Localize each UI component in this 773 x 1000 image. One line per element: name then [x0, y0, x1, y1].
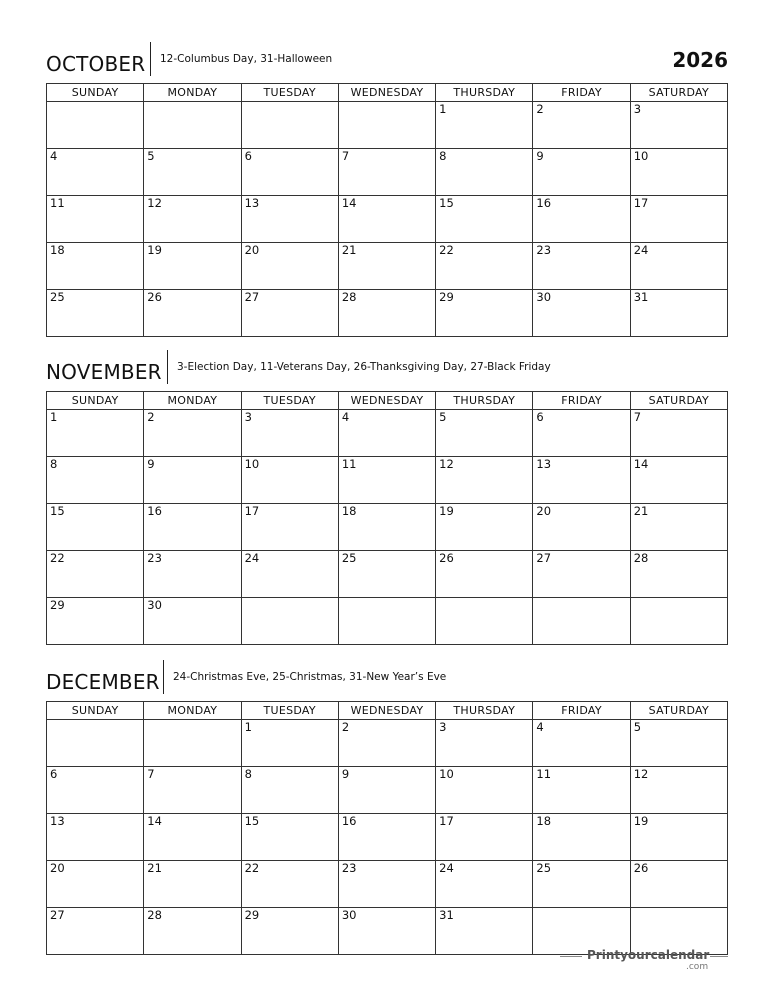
day-cell	[630, 814, 727, 861]
day-number: 5	[439, 410, 447, 424]
weekday-header: FRIDAY	[533, 84, 630, 102]
day-number: 17	[244, 504, 260, 518]
day-number: 18	[341, 504, 357, 518]
day-cell	[47, 243, 144, 290]
day-number: 6	[50, 767, 58, 781]
day-number: 5	[633, 720, 642, 734]
footer-dash-left	[560, 956, 582, 957]
day-cell	[436, 598, 533, 645]
day-number: 16	[147, 504, 162, 518]
day-number: 28	[633, 551, 649, 565]
day-number: 21	[633, 504, 649, 518]
day-cell	[47, 908, 144, 955]
weekday-header: MONDAY	[144, 392, 241, 410]
day-cell	[241, 504, 338, 551]
weekday-header-row	[47, 702, 728, 720]
day-cell	[144, 551, 241, 598]
day-number: 6	[244, 149, 252, 163]
day-number: 7	[633, 410, 642, 424]
month-block-0	[46, 42, 728, 304]
footer-domain-suffix: .com	[686, 962, 709, 972]
weekday-header: SUNDAY	[47, 392, 144, 410]
day-cell	[630, 504, 727, 551]
day-cell	[630, 196, 727, 243]
day-number: 12	[147, 196, 162, 210]
day-number: 8	[439, 149, 447, 163]
day-number: 23	[341, 861, 357, 875]
day-cell	[630, 149, 727, 196]
year-label: 2026	[672, 48, 728, 72]
day-cell	[47, 149, 144, 196]
day-number: 7	[147, 767, 155, 781]
holiday-list: 3-Election Day, 11-Veterans Day, 26-Thanksgiving Day, 27-Black Friday	[177, 361, 551, 373]
day-number: 14	[341, 196, 357, 210]
day-number: 1	[439, 102, 447, 116]
day-cell	[436, 814, 533, 861]
day-number: 1	[50, 410, 58, 424]
day-number: 23	[147, 551, 162, 565]
day-cell	[241, 457, 338, 504]
day-cell	[338, 243, 435, 290]
day-number: 8	[244, 767, 252, 781]
day-cell	[436, 861, 533, 908]
day-cell	[47, 767, 144, 814]
week-row	[47, 720, 728, 767]
day-number: 1	[244, 720, 252, 734]
weekday-header: FRIDAY	[533, 392, 630, 410]
week-row	[47, 767, 728, 814]
day-number: 7	[341, 149, 350, 163]
day-number: 19	[439, 504, 454, 518]
day-cell	[338, 457, 435, 504]
day-cell	[144, 504, 241, 551]
day-number: 10	[244, 457, 260, 471]
weekday-header: SATURDAY	[630, 702, 727, 720]
day-number: 21	[147, 861, 162, 875]
day-cell	[144, 290, 241, 337]
day-cell	[533, 767, 630, 814]
weekday-header: TUESDAY	[241, 84, 338, 102]
month-title: OCTOBER	[46, 52, 146, 76]
day-number: 3	[244, 410, 252, 424]
week-row	[47, 102, 728, 149]
week-row	[47, 504, 728, 551]
day-number: 19	[147, 243, 162, 257]
day-number: 22	[50, 551, 65, 565]
day-cell	[630, 410, 727, 457]
day-number: 2	[536, 102, 544, 116]
day-number: 24	[439, 861, 454, 875]
weekday-header: FRIDAY	[533, 702, 630, 720]
day-cell	[533, 102, 630, 149]
day-cell	[47, 720, 144, 767]
day-cell	[47, 410, 144, 457]
month-title: DECEMBER	[46, 670, 160, 694]
day-cell	[630, 767, 727, 814]
day-number: 4	[50, 149, 58, 163]
month-grid	[46, 391, 728, 645]
day-cell	[47, 861, 144, 908]
weekday-header: TUESDAY	[241, 702, 338, 720]
day-cell	[241, 410, 338, 457]
day-cell	[241, 196, 338, 243]
day-number: 20	[244, 243, 260, 257]
day-number: 16	[536, 196, 552, 210]
day-number: 28	[341, 290, 357, 304]
day-cell	[241, 598, 338, 645]
day-cell	[533, 243, 630, 290]
month-grid	[46, 701, 728, 955]
day-cell	[241, 720, 338, 767]
day-number: 4	[341, 410, 350, 424]
day-cell	[338, 598, 435, 645]
day-number: 3	[633, 102, 642, 116]
day-cell	[241, 149, 338, 196]
day-cell	[144, 908, 241, 955]
day-cell	[338, 814, 435, 861]
day-number: 27	[536, 551, 552, 565]
day-number: 28	[147, 908, 162, 922]
day-cell	[338, 908, 435, 955]
day-cell	[338, 504, 435, 551]
day-number: 25	[50, 290, 65, 304]
day-number: 27	[244, 290, 260, 304]
day-number: 30	[341, 908, 357, 922]
day-number: 22	[439, 243, 454, 257]
day-number: 25	[341, 551, 357, 565]
month-grid	[46, 83, 728, 337]
day-number: 26	[439, 551, 454, 565]
day-number: 19	[633, 814, 649, 828]
day-cell	[47, 457, 144, 504]
day-number: 2	[147, 410, 155, 424]
weekday-header: SUNDAY	[47, 702, 144, 720]
day-cell	[436, 410, 533, 457]
day-number: 31	[439, 908, 454, 922]
weekday-header: TUESDAY	[241, 392, 338, 410]
holiday-list: 24-Christmas Eve, 25-Christmas, 31-New Year’s Eve	[173, 671, 447, 683]
day-number: 15	[50, 504, 65, 518]
day-number: 14	[147, 814, 162, 828]
day-cell	[144, 102, 241, 149]
day-number: 24	[244, 551, 260, 565]
day-number: 9	[341, 767, 350, 781]
day-number: 15	[244, 814, 260, 828]
day-number: 22	[244, 861, 260, 875]
weekday-header: SATURDAY	[630, 392, 727, 410]
header-divider	[150, 42, 151, 76]
day-cell	[533, 149, 630, 196]
day-number: 27	[50, 908, 65, 922]
week-row	[47, 814, 728, 861]
day-cell	[241, 814, 338, 861]
day-cell	[144, 243, 241, 290]
day-cell	[241, 290, 338, 337]
day-cell	[338, 720, 435, 767]
day-number: 2	[341, 720, 350, 734]
day-cell	[338, 410, 435, 457]
day-cell	[630, 551, 727, 598]
day-cell	[533, 720, 630, 767]
day-number: 23	[536, 243, 552, 257]
day-cell	[436, 908, 533, 955]
day-cell	[47, 551, 144, 598]
day-number: 24	[633, 243, 649, 257]
day-number: 12	[633, 767, 649, 781]
day-cell	[144, 196, 241, 243]
day-cell	[241, 243, 338, 290]
day-cell	[241, 908, 338, 955]
day-cell	[436, 720, 533, 767]
day-number: 11	[50, 196, 65, 210]
day-cell	[533, 814, 630, 861]
week-row	[47, 410, 728, 457]
day-cell	[241, 861, 338, 908]
day-cell	[436, 551, 533, 598]
weekday-header-row	[47, 84, 728, 102]
day-number: 6	[536, 410, 544, 424]
day-cell	[533, 410, 630, 457]
day-cell	[436, 149, 533, 196]
weekday-header: WEDNESDAY	[338, 702, 435, 720]
day-number: 18	[536, 814, 552, 828]
weekday-header: MONDAY	[144, 702, 241, 720]
weekday-header-row	[47, 392, 728, 410]
weekday-header: MONDAY	[144, 84, 241, 102]
day-number: 13	[536, 457, 552, 471]
day-number: 20	[50, 861, 65, 875]
day-number: 4	[536, 720, 544, 734]
day-cell	[338, 149, 435, 196]
day-number: 31	[633, 290, 649, 304]
day-cell	[436, 457, 533, 504]
month-header	[46, 350, 728, 388]
weekday-header: SUNDAY	[47, 84, 144, 102]
weekday-header: WEDNESDAY	[338, 84, 435, 102]
day-number: 9	[147, 457, 155, 471]
day-number: 26	[633, 861, 649, 875]
day-cell	[436, 102, 533, 149]
day-number: 16	[341, 814, 357, 828]
day-cell	[47, 598, 144, 645]
weekday-header: THURSDAY	[436, 392, 533, 410]
day-cell	[436, 243, 533, 290]
week-row	[47, 290, 728, 337]
day-cell	[533, 457, 630, 504]
day-number: 18	[50, 243, 65, 257]
day-number: 11	[536, 767, 552, 781]
day-cell	[338, 290, 435, 337]
day-number: 15	[439, 196, 454, 210]
day-number: 30	[147, 598, 162, 612]
footer-brand: Printyourcalendar	[587, 948, 710, 962]
day-cell	[47, 196, 144, 243]
day-number: 11	[341, 457, 357, 471]
day-cell	[533, 861, 630, 908]
day-cell	[338, 767, 435, 814]
day-cell	[47, 814, 144, 861]
day-cell	[630, 861, 727, 908]
day-cell	[241, 767, 338, 814]
day-number: 13	[50, 814, 65, 828]
week-row	[47, 551, 728, 598]
day-cell	[630, 720, 727, 767]
day-cell	[533, 598, 630, 645]
day-cell	[144, 814, 241, 861]
day-cell	[144, 767, 241, 814]
day-number: 10	[633, 149, 649, 163]
month-block-1	[46, 350, 728, 612]
day-cell	[144, 720, 241, 767]
day-number: 13	[244, 196, 260, 210]
day-cell	[436, 504, 533, 551]
day-number: 10	[439, 767, 454, 781]
month-header	[46, 660, 728, 698]
weekday-header: THURSDAY	[436, 84, 533, 102]
day-cell	[436, 290, 533, 337]
day-cell	[533, 290, 630, 337]
day-cell	[144, 457, 241, 504]
day-number: 29	[439, 290, 454, 304]
week-row	[47, 598, 728, 645]
day-cell	[241, 551, 338, 598]
day-number: 25	[536, 861, 552, 875]
day-cell	[436, 767, 533, 814]
month-block-2	[46, 660, 728, 922]
day-number: 30	[536, 290, 552, 304]
day-number: 12	[439, 457, 454, 471]
week-row	[47, 457, 728, 504]
day-cell	[533, 196, 630, 243]
day-cell	[533, 504, 630, 551]
day-number: 20	[536, 504, 552, 518]
day-cell	[144, 410, 241, 457]
month-title: NOVEMBER	[46, 360, 162, 384]
weekday-header: THURSDAY	[436, 702, 533, 720]
day-cell	[47, 504, 144, 551]
day-cell	[533, 551, 630, 598]
day-cell	[144, 861, 241, 908]
day-number: 5	[147, 149, 155, 163]
day-number: 9	[536, 149, 544, 163]
day-cell	[144, 149, 241, 196]
day-number: 26	[147, 290, 162, 304]
day-cell	[338, 551, 435, 598]
day-number: 17	[633, 196, 649, 210]
day-number: 17	[439, 814, 454, 828]
day-cell	[47, 290, 144, 337]
day-cell	[630, 102, 727, 149]
day-cell	[47, 102, 144, 149]
day-number: 3	[439, 720, 447, 734]
header-divider	[163, 660, 164, 694]
day-number: 21	[341, 243, 357, 257]
week-row	[47, 243, 728, 290]
day-cell	[630, 243, 727, 290]
weekday-header: SATURDAY	[630, 84, 727, 102]
week-row	[47, 861, 728, 908]
day-number: 8	[50, 457, 58, 471]
day-cell	[436, 196, 533, 243]
day-number: 29	[244, 908, 260, 922]
day-cell	[338, 196, 435, 243]
weekday-header: WEDNESDAY	[338, 392, 435, 410]
day-cell	[338, 102, 435, 149]
day-cell	[241, 102, 338, 149]
week-row	[47, 149, 728, 196]
header-divider	[167, 350, 168, 384]
day-cell	[630, 598, 727, 645]
day-cell	[338, 861, 435, 908]
day-cell	[144, 598, 241, 645]
week-row	[47, 196, 728, 243]
footer-dash-right	[710, 956, 728, 957]
month-header	[46, 42, 728, 80]
holiday-list: 12-Columbus Day, 31-Halloween	[160, 53, 333, 65]
day-number: 29	[50, 598, 65, 612]
day-cell	[630, 457, 727, 504]
day-cell	[630, 290, 727, 337]
day-number: 14	[633, 457, 649, 471]
